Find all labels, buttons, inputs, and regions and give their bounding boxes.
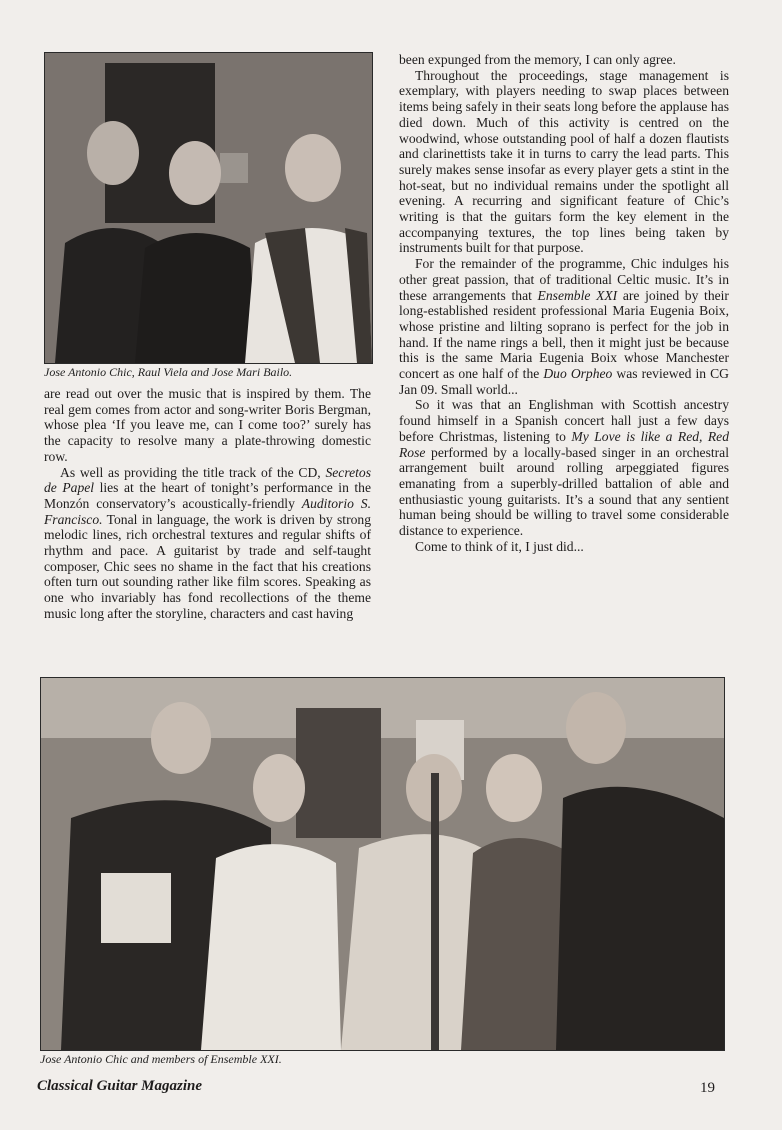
photo-three-men-image — [45, 53, 372, 363]
photo-three-men — [44, 52, 373, 364]
photo-three-men-caption: Jose Antonio Chic, Raul Viela and Jose Mari Bailo. — [44, 365, 293, 379]
page-number: 19 — [700, 1080, 715, 1096]
right-paragraph-3: For the remainder of the programme, Chic indulges his other great passion, that of traditional Celtic music. It’s in these arrangements that Ensemble XXI are joined by their long-established resident professional Maria Eugenia Boix, whose pristine and lilting soprano is perfect for the job in hand. If the name rings a bell, then it might just be because this is the same Maria Eugenia Boix whose Manchester concert as one half of the Duo Orpheo was reviewed in CG Jan 09. Small world... — [399, 256, 729, 397]
magazine-title: Classical Guitar Magazine — [37, 1078, 203, 1094]
right-paragraph-1: been expunged from the memory, I can only agree. — [399, 52, 676, 67]
photo-ensemble-group-image — [41, 678, 724, 1050]
right-column — [399, 52, 729, 555]
left-paragraph-1: are read out over the music that is inspired by them. The real gem comes from actor and song-writer Boris Bergman, whose plea ‘If you leave me, can I come too?’ surely has the capacity to resolve many a plate-throwing domestic row. — [44, 386, 371, 464]
right-paragraph-4: So it was that an Englishman with Scottish ancestry found himself in a Spanish concert hall just a few days before Christmas, listening to My Love is like a Red, Red Rose performed by a locally-based singer in an orchestral arrangement built around rolling arpeggiated figures emanating from a superbly-drilled battalion of able and enthusiastic young guitarists. It’s a sound that any sentient human being should be willing to travel some considerable distance to experience. — [399, 397, 729, 539]
right-paragraph-5: Come to think of it, I just did... — [415, 538, 584, 554]
left-paragraph-2: As well as providing the title track of the CD, Secretos de Papel lies at the heart of tonight’s performance in the Monzón conservatory’s acoustically-friendly Auditorio S. Francisco. Tonal in language, the work is driven by strong melodic lines, rich orchestral textures and regular shifts of rhythm and pace. A guitarist by trade and self-taught composer, Chic sees no shame in the fact that his creations often turn out sounding rather like film scores. Speaking as one who invariably has fond recollections of the theme music long after the storyline, characters and cast having — [44, 464, 371, 621]
photo-ensemble-group — [40, 677, 725, 1051]
photo-ensemble-caption: Jose Antonio Chic and members of Ensemble XXI. — [40, 1052, 282, 1066]
right-paragraph-2: Throughout the proceedings, stage management is exemplary, with players needing to swap places between items being safely in their seats long before the applause has died down. Much of this activity is centred on the woodwind, whose outstanding pool of half a dozen flautists and clarinettists take it in turns to carry the lead parts. This surely makes sense insofar as every player gets a stint in the hot-seat, but no individual remains under the spotlight all evening. A recurring and significant feature of Chic’s writing is that the guitars form the key element in the accompanying textures, the top lines being taken by instruments built for that purpose. — [399, 67, 729, 256]
left-column — [44, 386, 371, 622]
